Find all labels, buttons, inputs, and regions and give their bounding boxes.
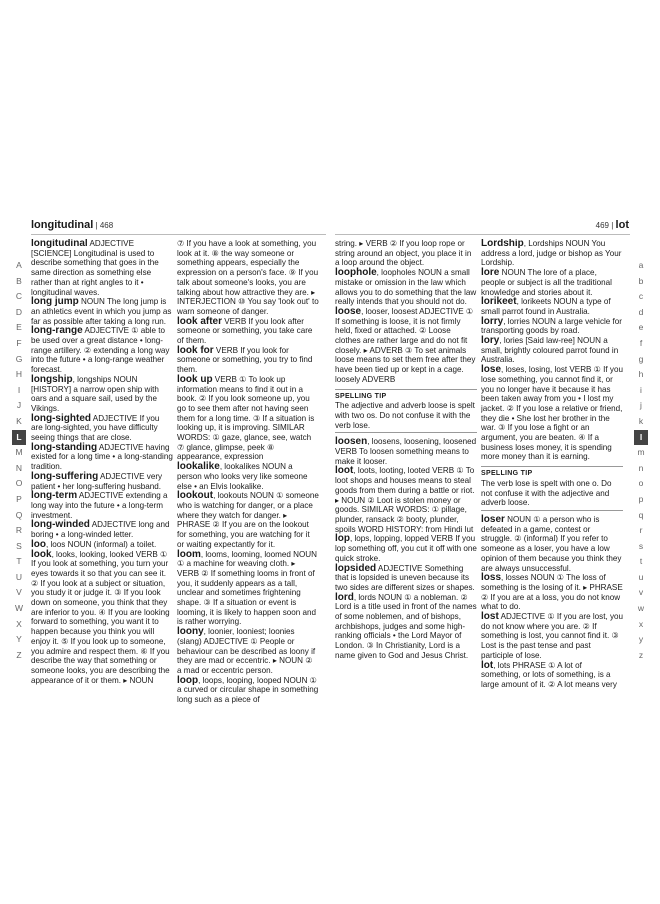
header-rule [335, 234, 630, 235]
entry-headword: look for [177, 344, 214, 356]
entry-definition: ADJECTIVE [SCIENCE] Longitudinal is used to describe something that goes in the same direction as something else rather than at right angles to it • longitudinal waves. [31, 239, 159, 297]
dictionary-entry [177, 550, 319, 628]
entry-definition: , loosens, loosening, loosened VERB To loosen something means to make it looser. [335, 437, 477, 466]
dictionary-entry [177, 462, 319, 491]
thumb-letter: Q [15, 509, 23, 520]
entry-definition: ADJECTIVE extending a long way into the future • a long-term investment. [31, 491, 168, 520]
entry-definition: ADJECTIVE ① able to be used over a great distance • long-range artillery. ② extending a long way into the future • a long-range weather forecast. [31, 326, 170, 375]
entry-definition: , lookouts NOUN ① someone who is watching for danger, or a place where they watch for danger. ▸ PHRASE ② If you are on the lookout for something, you are watching for it or waiting expectantly for it. [177, 491, 319, 549]
entry-headword: loony [177, 626, 204, 638]
column-4 [481, 239, 623, 859]
entry-definition: ADJECTIVE long and boring • a long-winded letter. [31, 520, 170, 540]
thumb-letter: M [15, 447, 23, 458]
thumb-letter: x [638, 618, 644, 629]
dictionary-entry [31, 375, 173, 414]
entry-headword: lookout [177, 490, 214, 502]
dictionary-entry [481, 317, 623, 336]
header-separator: | [93, 221, 100, 230]
entry-definition: , lops, lopping, lopped VERB If you lop something off, you cut it off with one quick stroke. [335, 534, 477, 563]
entry-definition: , looser, loosest ADJECTIVE ① If something is loose, it is not firmly held, fixed or attached. ② Loose clothes are rather large and do not fit closely. ▸ ADVERB ③ To set animals loose means to set them free after they have been tied up or kept in a cage. loosely ADVERB [335, 306, 476, 384]
dictionary-entry [177, 317, 319, 346]
spelling-tip-text: The adjective and adverb loose is spelt with two os. Do not confuse it with the verb lose. [335, 401, 475, 430]
thumb-letter: t [639, 556, 643, 567]
entry-definition: , loses, losing, lost VERB ① If you lose something, you cannot find it, or you no longer have it because it has been taken away from you • I lost my jacket. ② If you lose a relative or friend, they die • She lost her brother in the war. ③ If you lose a fight or an argument, you are beaten. ④ If a business loses money, it is spending more money than it is earning. [481, 365, 623, 462]
thumb-letter: n [638, 462, 644, 473]
dictionary-entry [481, 336, 623, 365]
entry-headword: lose [481, 364, 502, 376]
entry-definition: NOUN The long jump is an athletics event in which you jump as far as possible after taking a long run. [31, 297, 172, 326]
thumb-letter: D [15, 306, 23, 317]
dictionary-entry [335, 593, 477, 661]
thumb-letter: s [638, 540, 644, 551]
column-1 [31, 239, 173, 859]
column-2 [177, 239, 319, 859]
thumb-letter: R [15, 525, 23, 536]
dictionary-entry [31, 491, 173, 520]
entry-definition: , lorries NOUN a large vehicle for transporting goods by road. [481, 316, 622, 336]
entry-definition: , loopholes NOUN a small mistake or omission in the law which allows you to do something that the law really intends that you should not do. [335, 268, 477, 307]
entry-headword: loop [177, 674, 199, 686]
entry-headword: Lordship [481, 239, 524, 249]
thumb-letter: L [12, 430, 26, 446]
dictionary-entry [335, 268, 477, 307]
thumb-letter: A [16, 260, 22, 270]
entry-headword: loss [481, 572, 502, 584]
entry-definition: , loonier, looniest; loonies (slang) ADJECTIVE ① People or behaviour can be described as loony if they are mad or eccentric. ▸ NOUN ② a mad or eccentric person. [177, 627, 316, 675]
thumb-letter: O [15, 478, 23, 489]
thumb-letter: I [17, 384, 21, 395]
thumb-letter: F [16, 337, 22, 348]
entry-definition: , lords NOUN ① a nobleman. ② Lord is a title used in front of the names of some noblemen, and of bishops, archbishops, judges and some high-ranking officials • the Lord Mayor of London. ③ In Christianity, Lord is a name given to God and Jesus Christ. [335, 592, 477, 660]
entry-definition: , lories [Said law-ree] NOUN a small, brightly coloured parrot found in Australia. [481, 336, 619, 365]
thumb-letter: k [638, 415, 644, 426]
spelling-tip-title: SPELLING TIP [481, 470, 533, 478]
thumb-letter: y [638, 634, 644, 645]
entry-headword: loophole [335, 267, 377, 279]
dictionary-entry [335, 564, 477, 593]
dictionary-entry [177, 375, 319, 462]
thumb-letter: H [15, 369, 23, 380]
dictionary-entry [177, 239, 319, 317]
thumb-letter: T [16, 556, 22, 567]
entry-headword: look after [177, 315, 223, 327]
thumb-letter: i [640, 384, 642, 395]
thumb-letter: W [14, 603, 24, 614]
entry-definition: VERB If you look after someone or something, you take care of them. [177, 316, 313, 346]
thumb-letter: Y [16, 634, 22, 645]
thumb-letter: v [638, 587, 644, 598]
thumb-letter: C [15, 291, 23, 302]
entry-headword: long-winded [31, 519, 90, 531]
entry-headword: long-suffering [31, 470, 99, 482]
thumb-letter: p [638, 493, 644, 504]
entry-definition: , loops, looping, looped NOUN ① a curved or circular shape in something long such as a piece of [177, 675, 319, 705]
entry-definition: ⑦ If you have a look at something, you look at it. ⑧ the way someone or something appears, especially the expression on a person's face. ⑨ If you talk about someone's looks, you are talking about how attractive they are. ▸ INTERJECTION ⑩ You say 'look out' to warn someone of danger. [177, 239, 319, 316]
dictionary-entry [481, 612, 623, 661]
entry-definition: ADJECTIVE ① If you are lost, you do not know where you are. ② If something is lost, you cannot find it. ③ Lost is the past tense and past participle of lose. [481, 612, 623, 660]
entry-headword: lookalike [177, 461, 220, 473]
entry-definition: NOUN The lore of a place, people or subject is all the traditional knowledge and stories about it. [481, 268, 612, 297]
thumb-letter: d [638, 306, 644, 317]
page-header-left [31, 219, 113, 231]
thumb-letter: q [638, 509, 644, 520]
entry-definition: , lookalikes NOUN a person who looks very like someone else • an Elvis lookalike. [177, 462, 308, 491]
header-rule [31, 234, 326, 235]
thumb-letter: g [638, 353, 644, 364]
entry-headword: lorry [481, 315, 504, 327]
column-3 [335, 239, 477, 859]
entry-headword: loom [177, 548, 201, 560]
spelling-tip [335, 389, 477, 434]
dictionary-entry [481, 365, 623, 462]
entry-headword: loser [481, 513, 505, 525]
entry-headword: loosen [335, 436, 368, 448]
thumb-letter: z [638, 649, 644, 660]
entry-headword: long-sighted [31, 412, 91, 424]
entry-definition: VERB ① To look up information means to find it out in a book. ② If you look someone up, you go to see them after not having seen them for a long time. ③ If a situation is looking up, it is improving. SIMILAR WORDS: ① gaze, glance, see, watch ⑦ glance, glimpse, peek ⑧ appearance, expression [177, 374, 315, 462]
entry-headword: longitudinal [31, 239, 88, 249]
entry-headword: long jump [31, 296, 79, 308]
dictionary-entry [31, 550, 173, 686]
thumb-letter: f [639, 337, 643, 348]
dictionary-entry [481, 297, 623, 316]
entry-headword: lot [481, 659, 494, 671]
thumb-letter: w [637, 603, 645, 614]
dictionary-entry [481, 268, 623, 297]
entry-definition: , looks, looking, looked VERB ① If you look at something, you turn your eyes towards it so that you can see it. ② If you look at a subject or situation, you study it or judge it. ③ If you look down on someone, you think that they are inferior to you. ④ If you are looking forward to something, you want it to happen because you think you will enjoy it. ⑤ If you look up to someone, you admire and respect them. ⑥ If you describe the way that something or someone looks, you are describing the appearance of it or them. ▸ NOUN [31, 549, 170, 685]
entry-headword: long-range [31, 325, 83, 337]
dictionary-entry [31, 472, 173, 491]
dictionary-entry [177, 346, 319, 375]
page-number: 468 [99, 221, 114, 230]
entry-definition: , loos NOUN (informal) a toilet. [46, 539, 157, 549]
dictionary-entry [481, 661, 623, 690]
entry-headword: loo [31, 538, 46, 550]
entry-headword: lost [481, 611, 499, 623]
thumb-letter: m [637, 447, 645, 458]
entry-definition: ADJECTIVE having existed for a long time • a long-standing tradition. [31, 442, 173, 472]
dictionary-entry [335, 466, 477, 534]
entry-definition: NOUN ① a person who is defeated in a game, contest or struggle. ② (informal) If you refer to someone as a loser, you have a low opinion of them because you think they are always unsuccessful. [481, 514, 622, 573]
dictionary-entry [31, 239, 173, 297]
entry-headword: longship [31, 373, 73, 385]
dictionary-entry [31, 414, 173, 443]
entry-definition: , looms, looming, loomed NOUN ① a machine for weaving cloth. ▸ VERB ② If something looms in front of you, it suddenly appears as a tall, unclear and sometimes frightening shape. ③ If a situation or event is looming, it is likely to happen soon and is rather worrying. [177, 549, 317, 627]
entry-headword: long-term [31, 490, 78, 502]
spelling-tip-text: The verb lose is spelt with one o. Do not confuse it with the adjective and adverb loose. [481, 478, 612, 508]
entry-headword: loose [335, 305, 362, 317]
thumb-letter: h [638, 369, 644, 380]
thumb-letter: X [16, 618, 22, 629]
page-header-right [596, 219, 629, 231]
thumb-letter: l [634, 430, 648, 446]
entry-definition: VERB If you look for someone or something, you try to find them. [177, 345, 313, 375]
dictionary-entry [177, 676, 319, 705]
entry-headword: lore [481, 267, 500, 279]
entry-headword: lorikeet [481, 296, 517, 308]
running-headword: longitudinal [31, 219, 94, 231]
dictionary-entry [481, 515, 623, 573]
thumb-letter: o [638, 478, 644, 489]
dictionary-entry [335, 239, 477, 268]
entry-headword: long-standing [31, 441, 98, 453]
dictionary-entry [31, 540, 173, 550]
entry-definition: , Lordships NOUN You address a lord, judge or bishop as Your Lordship. [481, 239, 622, 268]
thumb-letter: B [16, 275, 22, 286]
entry-headword: lord [335, 591, 354, 603]
thumb-index-right [634, 258, 648, 663]
dictionary-entry [335, 307, 477, 385]
entry-definition: ADJECTIVE If you are long-sighted, you have difficulty seeing things that are close. [31, 413, 160, 443]
thumb-letter: N [15, 462, 23, 473]
entry-headword: look [31, 548, 52, 560]
spelling-tip-title: SPELLING TIP [335, 392, 387, 400]
entry-definition: ADJECTIVE Something that is lopsided is uneven because its two sides are different sizes or shapes. [335, 563, 475, 592]
thumb-letter: V [16, 587, 22, 598]
thumb-letter: G [15, 353, 23, 364]
header-separator: | [609, 221, 616, 230]
thumb-letter: c [638, 291, 644, 302]
entry-definition: string. ▸ VERB ② If you loop rope or string around an object, you place it in a loop around the object. [335, 239, 472, 268]
entry-definition: ADJECTIVE very patient • her long-suffering husband. [31, 471, 163, 491]
dictionary-entry [31, 520, 173, 539]
entry-definition: , losses NOUN ① The loss of something is the losing of it. ▸ PHRASE ② If you are at a loss, you do not know what to do. [481, 573, 623, 612]
dictionary-entry [335, 534, 477, 563]
thumb-letter: Z [16, 649, 22, 660]
thumb-letter: b [638, 275, 644, 286]
entry-definition: , loots, looting, looted VERB ① To loot shops and houses means to steal goods from them during a battle or riot. ▸ NOUN ② Loot is stolen money or goods. SIMILAR WORDS: ① pillage, plunder, ransack ② booty, plunder, spoils WORD HISTORY: from Hindi lut [335, 466, 475, 534]
thumb-letter: S [16, 540, 22, 551]
entry-definition: , lorikeets NOUN a type of small parrot found in Australia. [481, 297, 611, 316]
dictionary-entry [177, 491, 319, 549]
dictionary-entry [31, 443, 173, 472]
dictionary-entry [177, 627, 319, 676]
entry-headword: look up [177, 373, 213, 385]
thumb-letter: e [638, 322, 644, 333]
entry-headword: lory [481, 335, 500, 347]
thumb-letter: P [16, 493, 22, 504]
thumb-letter: j [640, 400, 642, 411]
thumb-letter: J [16, 400, 22, 411]
thumb-letter: r [639, 525, 643, 536]
entry-headword: lop [335, 533, 350, 545]
spelling-tip [481, 466, 623, 511]
entry-definition: , longships NOUN [HISTORY] a narrow open ship with oars and a square sail, used by the Vikings. [31, 374, 159, 413]
entry-headword: loot [335, 465, 354, 477]
entry-definition: , lots PHRASE ① A lot of something, or lots of something, is a large amount of it. ② A lot means very [481, 660, 617, 689]
thumb-letter: K [16, 415, 22, 426]
dictionary-entry [31, 297, 173, 326]
thumb-letter: E [16, 322, 22, 333]
entry-headword: lopsided [335, 562, 377, 574]
dictionary-entry [481, 573, 623, 612]
dictionary-entry [481, 239, 623, 268]
thumb-letter: u [638, 571, 644, 582]
thumb-letter: U [15, 571, 23, 582]
thumb-index-left [12, 258, 26, 663]
dictionary-entry [31, 326, 173, 375]
dictionary-entry [335, 437, 477, 466]
running-headword: lot [615, 219, 629, 231]
page-number: 469 [595, 221, 610, 230]
thumb-letter: a [638, 260, 644, 270]
